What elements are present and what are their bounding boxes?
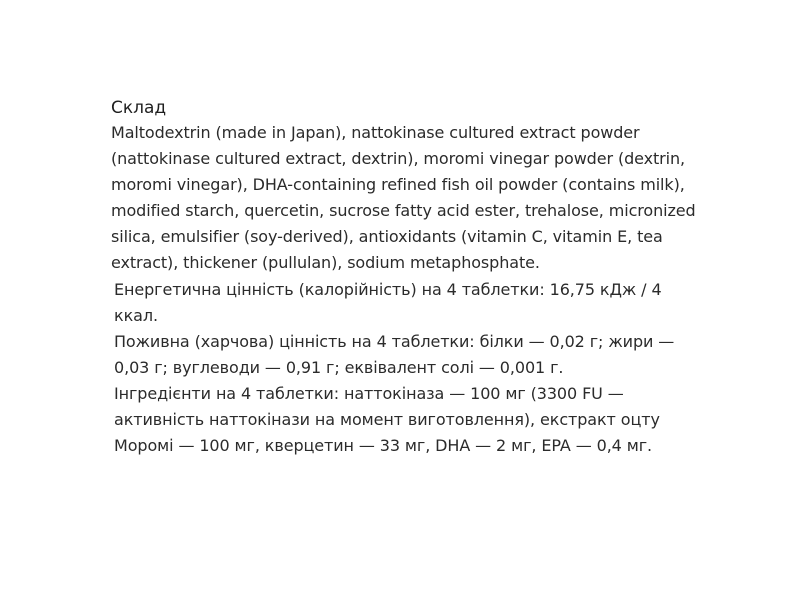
nutrition-block <box>111 277 701 459</box>
ingredients-text: Інгредієнти на 4 таблетки: наттокіназа — 100 мг (3300 FU — активність наттокінази на момент виготовлення), екстракт оцту Моромі — 100 мг, кверцетин — 33 мг, DHA — 2 мг, EPA — 0,4 мг. <box>114 384 660 455</box>
section-heading: Склад <box>111 98 167 118</box>
composition-section <box>111 96 701 459</box>
energy-value-text: Енергетична цінність (калорійність) на 4 таблетки: 16,75 кДж / 4 ккал. <box>114 280 662 325</box>
nutrition-value-text: Поживна (харчова) цінність на 4 таблетки: білки — 0,02 г; жири — 0,03 г; вуглеводи — 0,91 г; еквівалент солі — 0,001 г. <box>114 332 675 377</box>
composition-text: Maltodextrin (made in Japan), nattokinase cultured extract powder (nattokinase cultured extract, dextrin), moromi vinegar powder (dextrin, moromi vinegar), DHA-containing refined fish oil powder (contains milk), modified starch, quercetin, sucrose fatty acid ester, trehalose, micronized silica, emulsifier (soy-derived), antioxidants (vitamin C, vitamin E, tea extract), thickener (pullulan), sodium metaphosphate. <box>111 123 696 272</box>
